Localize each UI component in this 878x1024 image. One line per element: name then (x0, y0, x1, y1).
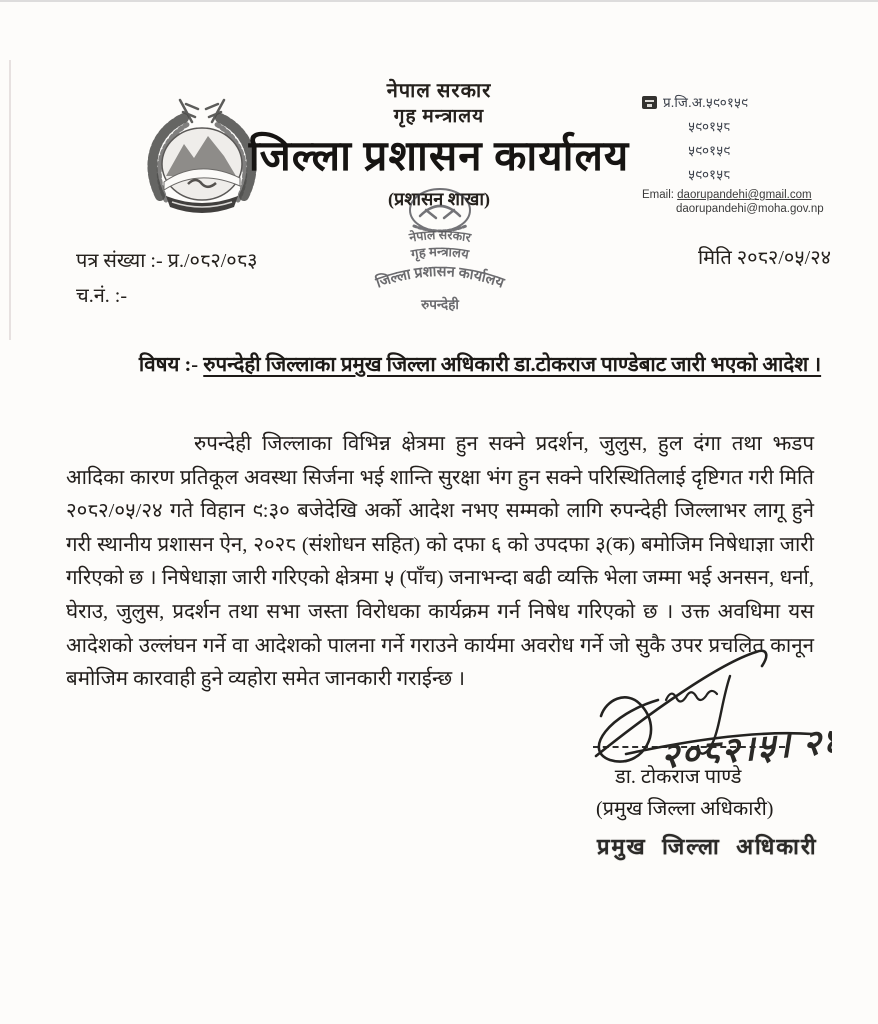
subject-text: रुपन्देही जिल्लाका प्रमुख जिल्ला अधिकारी डा.टोकराज पाण्डेबाट जारी भएको आदेश । (203, 354, 822, 376)
stamp-line-government: नेपाल सरकार (408, 227, 472, 245)
contact-block (642, 90, 867, 215)
branch-label: (प्रशासन शाखा) (387, 189, 491, 209)
phone-line-3: ५९०१५९ (688, 143, 731, 158)
ministry-name: गृह मन्त्रालय (393, 106, 485, 127)
svg-text:नेपाल सरकार (407, 228, 473, 245)
signatory-name: डा. टोकराज पाण्डे (615, 766, 742, 788)
phone-line-2: ५९०१५८ (688, 119, 731, 134)
email-label: Email: (642, 189, 674, 201)
letter-number: पत्र संख्या :- प्र./०८२/०८३ (76, 250, 258, 272)
phone-line-4: ५९०१५८ (688, 167, 731, 182)
stamp-line-ministry: गृह मन्त्रालय (409, 243, 471, 262)
phone-line-1: प्र.जि.अ.५९०१५९ (663, 95, 748, 110)
email-secondary: daorupandehi@moha.gov.np (676, 203, 824, 215)
stamp-line-district: रुपन्देही (421, 297, 459, 312)
dispatch-number: च.नं. :- (76, 285, 128, 307)
subject-label: विषय :- (138, 354, 199, 376)
subject-line (120, 350, 840, 378)
telephone-icon (642, 95, 657, 110)
email-primary: daorupandehi@gmail.com (677, 189, 812, 201)
government-name: नेपाल सरकार (386, 80, 492, 102)
office-title: जिल्ला प्रशासन कार्यालय (248, 134, 630, 180)
handwritten-date: २०८२।५। २४ (659, 721, 832, 776)
body-paragraph: रुपन्देही जिल्लाका विभिन्न क्षेत्रमा हुन सक्ने प्रदर्शन, जुलुस, हुल दंगा तथा झडप आदिका कारण प्रतिकूल अवस्था सिर्जना भई शान्ति सुरक्षा भंग हुन सक्ने परिस्थितिलाई दृष्टिगत गरी मिति २०८२/०५/२४ गते विहान ९:३० बजेदेखि अर्को आदेश नभए सम्मको लागि रुपन्देही जिल्लाभर लागू हुने गरी स्थानीय प्रशासन ऐन, २०२८ (संशोधन सहित) को दफा ६ को उपदफा ३(क) बमोजिम निषेधाज्ञा जारी गरिएको छ । निषेधाज्ञा जारी गरिएको क्षेत्रमा ५ (पाँच) जनाभन्दा बढी व्यक्ति भेला जम्मा भई अनसन, धर्ना, घेराउ, जुलुस, प्रदर्शन तथा सभा जस्ता विरोधका कार्यक्रम गर्न निषेध गरिएको छ । उक्त अवधिमा यस आदेशको उल्लंघन गर्ने वा आदेशको पालना गर्ने गराउने कार्यमा अवरोध गर्ने जो सुकै उपर प्रचलित कानून बमोजिम कारवाही हुने व्यहोरा समेत जानकारी गराईन्छ । (66, 433, 814, 691)
designation-stamp: प्रमुख जिल्ला अधिकारी (597, 834, 818, 859)
office-round-stamp (342, 182, 538, 316)
letter-date: मिति २०८२/०५/२४ (698, 247, 832, 269)
scan-edge-artifact-top (0, 0, 878, 2)
svg-text:जिल्ला प्रशासन कार्यालय (372, 264, 506, 292)
signatory-designation: (प्रमुख जिल्ला अधिकारी) (596, 798, 774, 820)
svg-text:गृह मन्त्रालय (409, 244, 471, 263)
stamp-line-office: जिल्ला प्रशासन कार्यालय (374, 263, 507, 292)
